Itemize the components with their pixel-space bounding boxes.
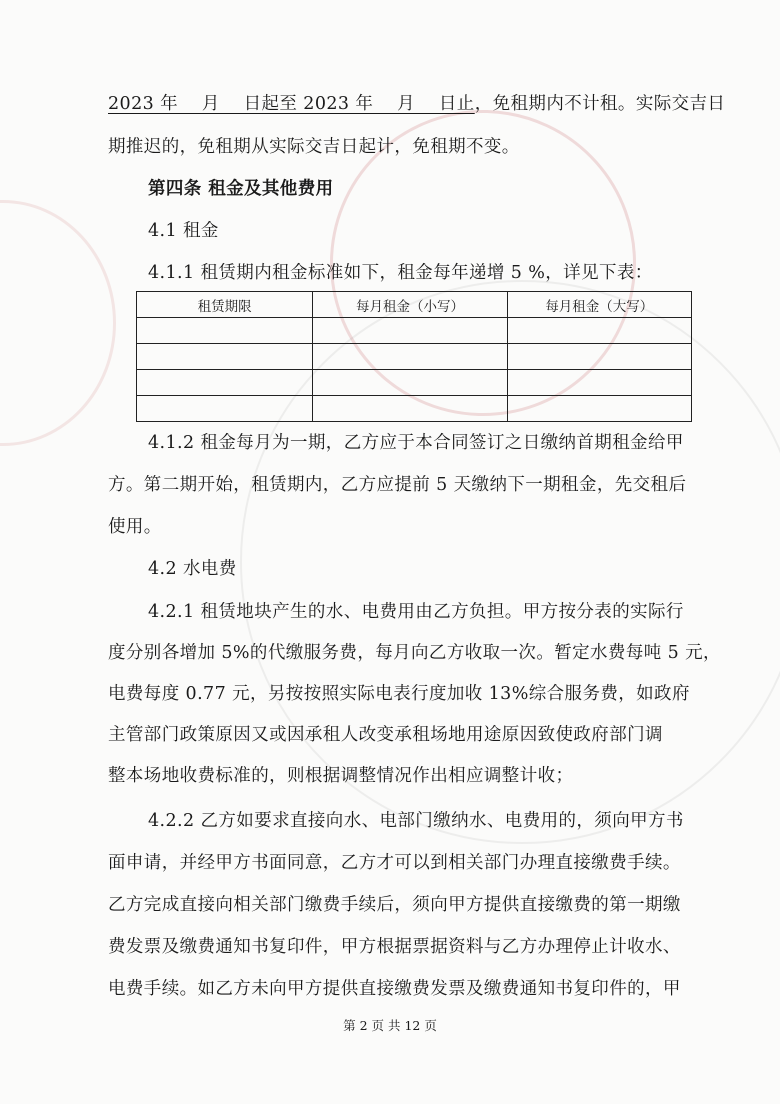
text-line: 方。第二期开始，租赁期内，乙方应提前 5 天缴纳下一期租金，先交租后 xyxy=(108,475,687,495)
table-cell xyxy=(137,370,313,396)
table-cell xyxy=(507,344,691,370)
table-cell xyxy=(137,344,313,370)
table-row xyxy=(137,344,692,370)
table-row xyxy=(137,370,692,396)
line-rest: ，免租期内不计租。实际交吉日 xyxy=(474,94,726,114)
text-line: 使用。 xyxy=(108,517,162,537)
table-cell xyxy=(313,396,507,422)
text-line: 面申请，并经甲方书面同意，乙方才可以到相关部门办理直接缴费手续。 xyxy=(108,853,681,873)
column-header: 每月租金（大写） xyxy=(507,292,691,318)
column-header: 租赁期限 xyxy=(137,292,313,318)
text-line xyxy=(108,90,725,115)
page-number-footer: 第 2 页 共 12 页 xyxy=(343,1018,437,1033)
text-line: 度分别各增加 5%的代缴服务费，每月向乙方收取一次。暂定水费每吨 5 元， xyxy=(108,643,721,663)
rent-table xyxy=(136,291,692,422)
text-line: 期推迟的，免租期从实际交吉日起计，免租期不变。 xyxy=(108,137,520,157)
text-line: 费发票及缴费通知书复印件，甲方根据票据资料与乙方办理停止计收水、 xyxy=(108,937,681,957)
table-cell xyxy=(137,396,313,422)
text-line: 4.1.2 租金每月为一期，乙方应于本合同签订之日缴纳首期租金给甲 xyxy=(148,433,684,453)
section-heading: 第四条 租金及其他费用 xyxy=(148,179,334,199)
table-cell xyxy=(507,318,691,344)
text-line: 乙方完成直接向相关部门缴费手续后，须向甲方提供直接缴费的第一期缴 xyxy=(108,895,681,915)
table-cell xyxy=(507,396,691,422)
table-cell xyxy=(313,370,507,396)
column-header: 每月租金（小写） xyxy=(313,292,507,318)
subsection-heading: 4.2 水电费 xyxy=(148,559,237,579)
underlined-date-range: 2023 年 月 日起至 2023 年 月 日止 xyxy=(108,94,475,114)
text-line: 4.2.2 乙方如要求直接向水、电部门缴纳水、电费用的，须向甲方书 xyxy=(148,811,684,831)
table-cell xyxy=(507,370,691,396)
text-line: 电费每度 0.77 元，另按按照实际电表行度加收 13%综合服务费，如政府 xyxy=(108,684,690,704)
text-line: 电费手续。如乙方未向甲方提供直接缴费发票及缴费通知书复印件的，甲 xyxy=(108,979,681,999)
table-cell xyxy=(313,318,507,344)
table-row xyxy=(137,318,692,344)
table-cell xyxy=(313,344,507,370)
text-line: 整本场地收费标准的，则根据调整情况作出相应调整计收； xyxy=(108,766,574,786)
table-header-row xyxy=(137,292,692,318)
text-line: 4.1.1 租赁期内租金标准如下，租金每年递增 5 %，详见下表： xyxy=(148,263,653,283)
table-cell xyxy=(137,318,313,344)
text-line: 4.2.1 租赁地块产生的水、电费用由乙方负担。甲方按分表的实际行 xyxy=(148,602,684,622)
text-line: 主管部门政策原因又或因承租人改变承租场地用途原因致使政府部门调 xyxy=(108,725,663,745)
subsection-heading: 4.1 租金 xyxy=(148,221,219,241)
table-row xyxy=(137,396,692,422)
seal-stamp-edge xyxy=(0,200,116,446)
